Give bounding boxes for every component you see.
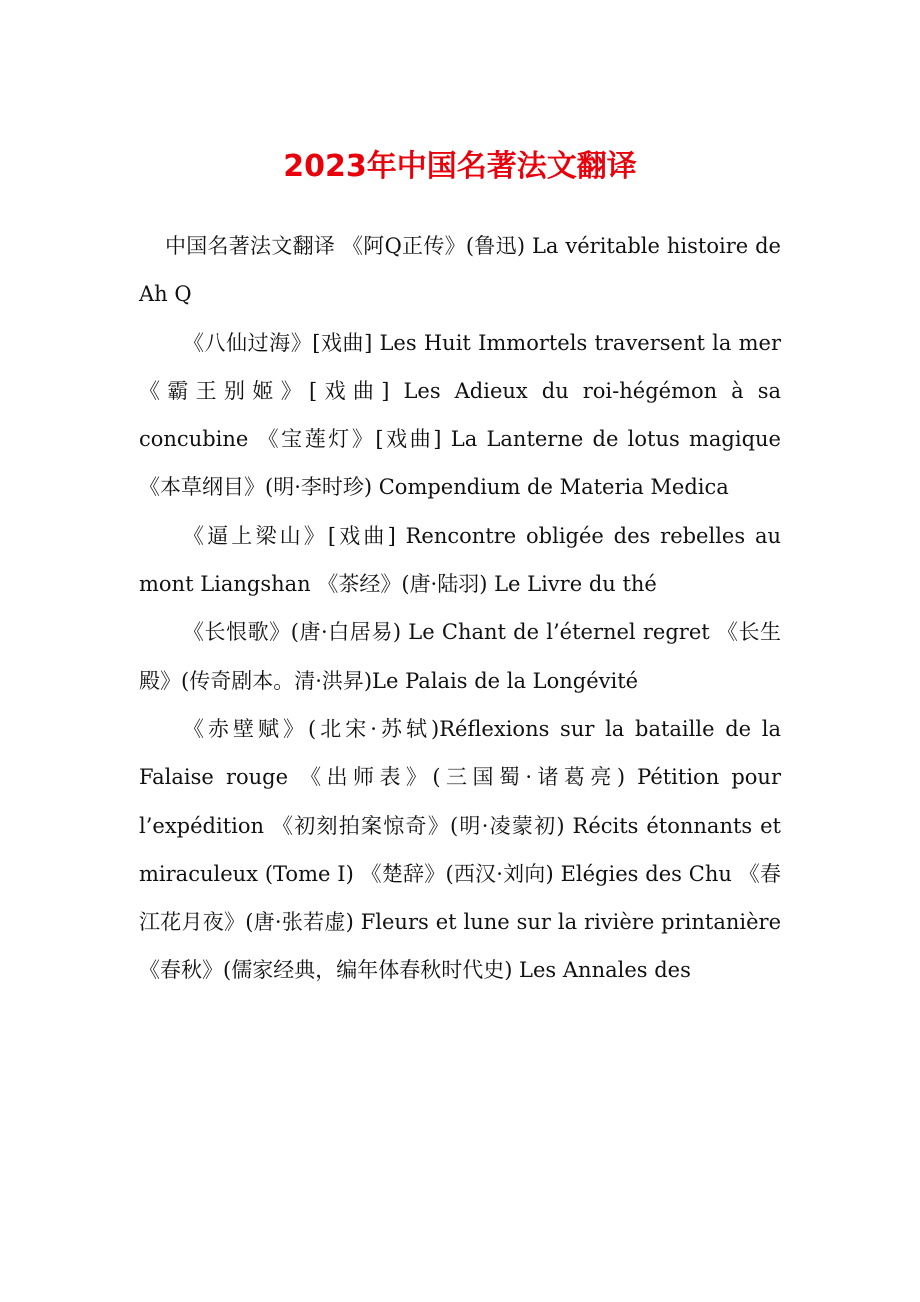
paragraph-3: 《逼上梁山》[戏曲] Rencontre obligée des rebelles au mont Liangshan 《茶经》(唐·陆羽) Le Livre du thé: [139, 523, 781, 597]
document-title: 2023年中国名著法文翻译: [283, 149, 637, 184]
paragraph-4: 《长恨歌》(唐·白居易) Le Chant de l’éternel regret 《长生殿》(传奇剧本。清·洪昇)Le Palais de la Longévité: [139, 620, 781, 693]
paragraph-1: 中国名著法文翻译 《阿Q正传》(鲁迅) La véritable histoire de Ah Q: [139, 234, 781, 307]
paragraph-2: 《八仙过海》[戏曲] Les Huit Immortels traversent la mer 《霸王别姬》[戏曲] Les Adieux du roi-hégémon à sa concubine 《宝莲灯》[戏曲] La Lanterne de lotus magique 《本草纲目》(明·李时珍) Compendium de Materia Medica: [139, 330, 781, 500]
paragraph-5: 《赤壁赋》(北宋·苏轼)Réflexions sur la bataille de la Falaise rouge 《出师表》(三国蜀·诸葛亮) Pétition pour l’expédition 《初刻拍案惊奇》(明·凌蒙初) Récits étonnants et miraculeux (Tome I) 《楚辞》(西汉·刘向) Elégies des Chu 《春江花月夜》(唐·张若虚) Fleurs et lune sur la rivière printanière 《春秋》(儒家经典，编年体春秋时代史) Les Annales des: [139, 716, 781, 983]
document-body: [139, 222, 781, 995]
